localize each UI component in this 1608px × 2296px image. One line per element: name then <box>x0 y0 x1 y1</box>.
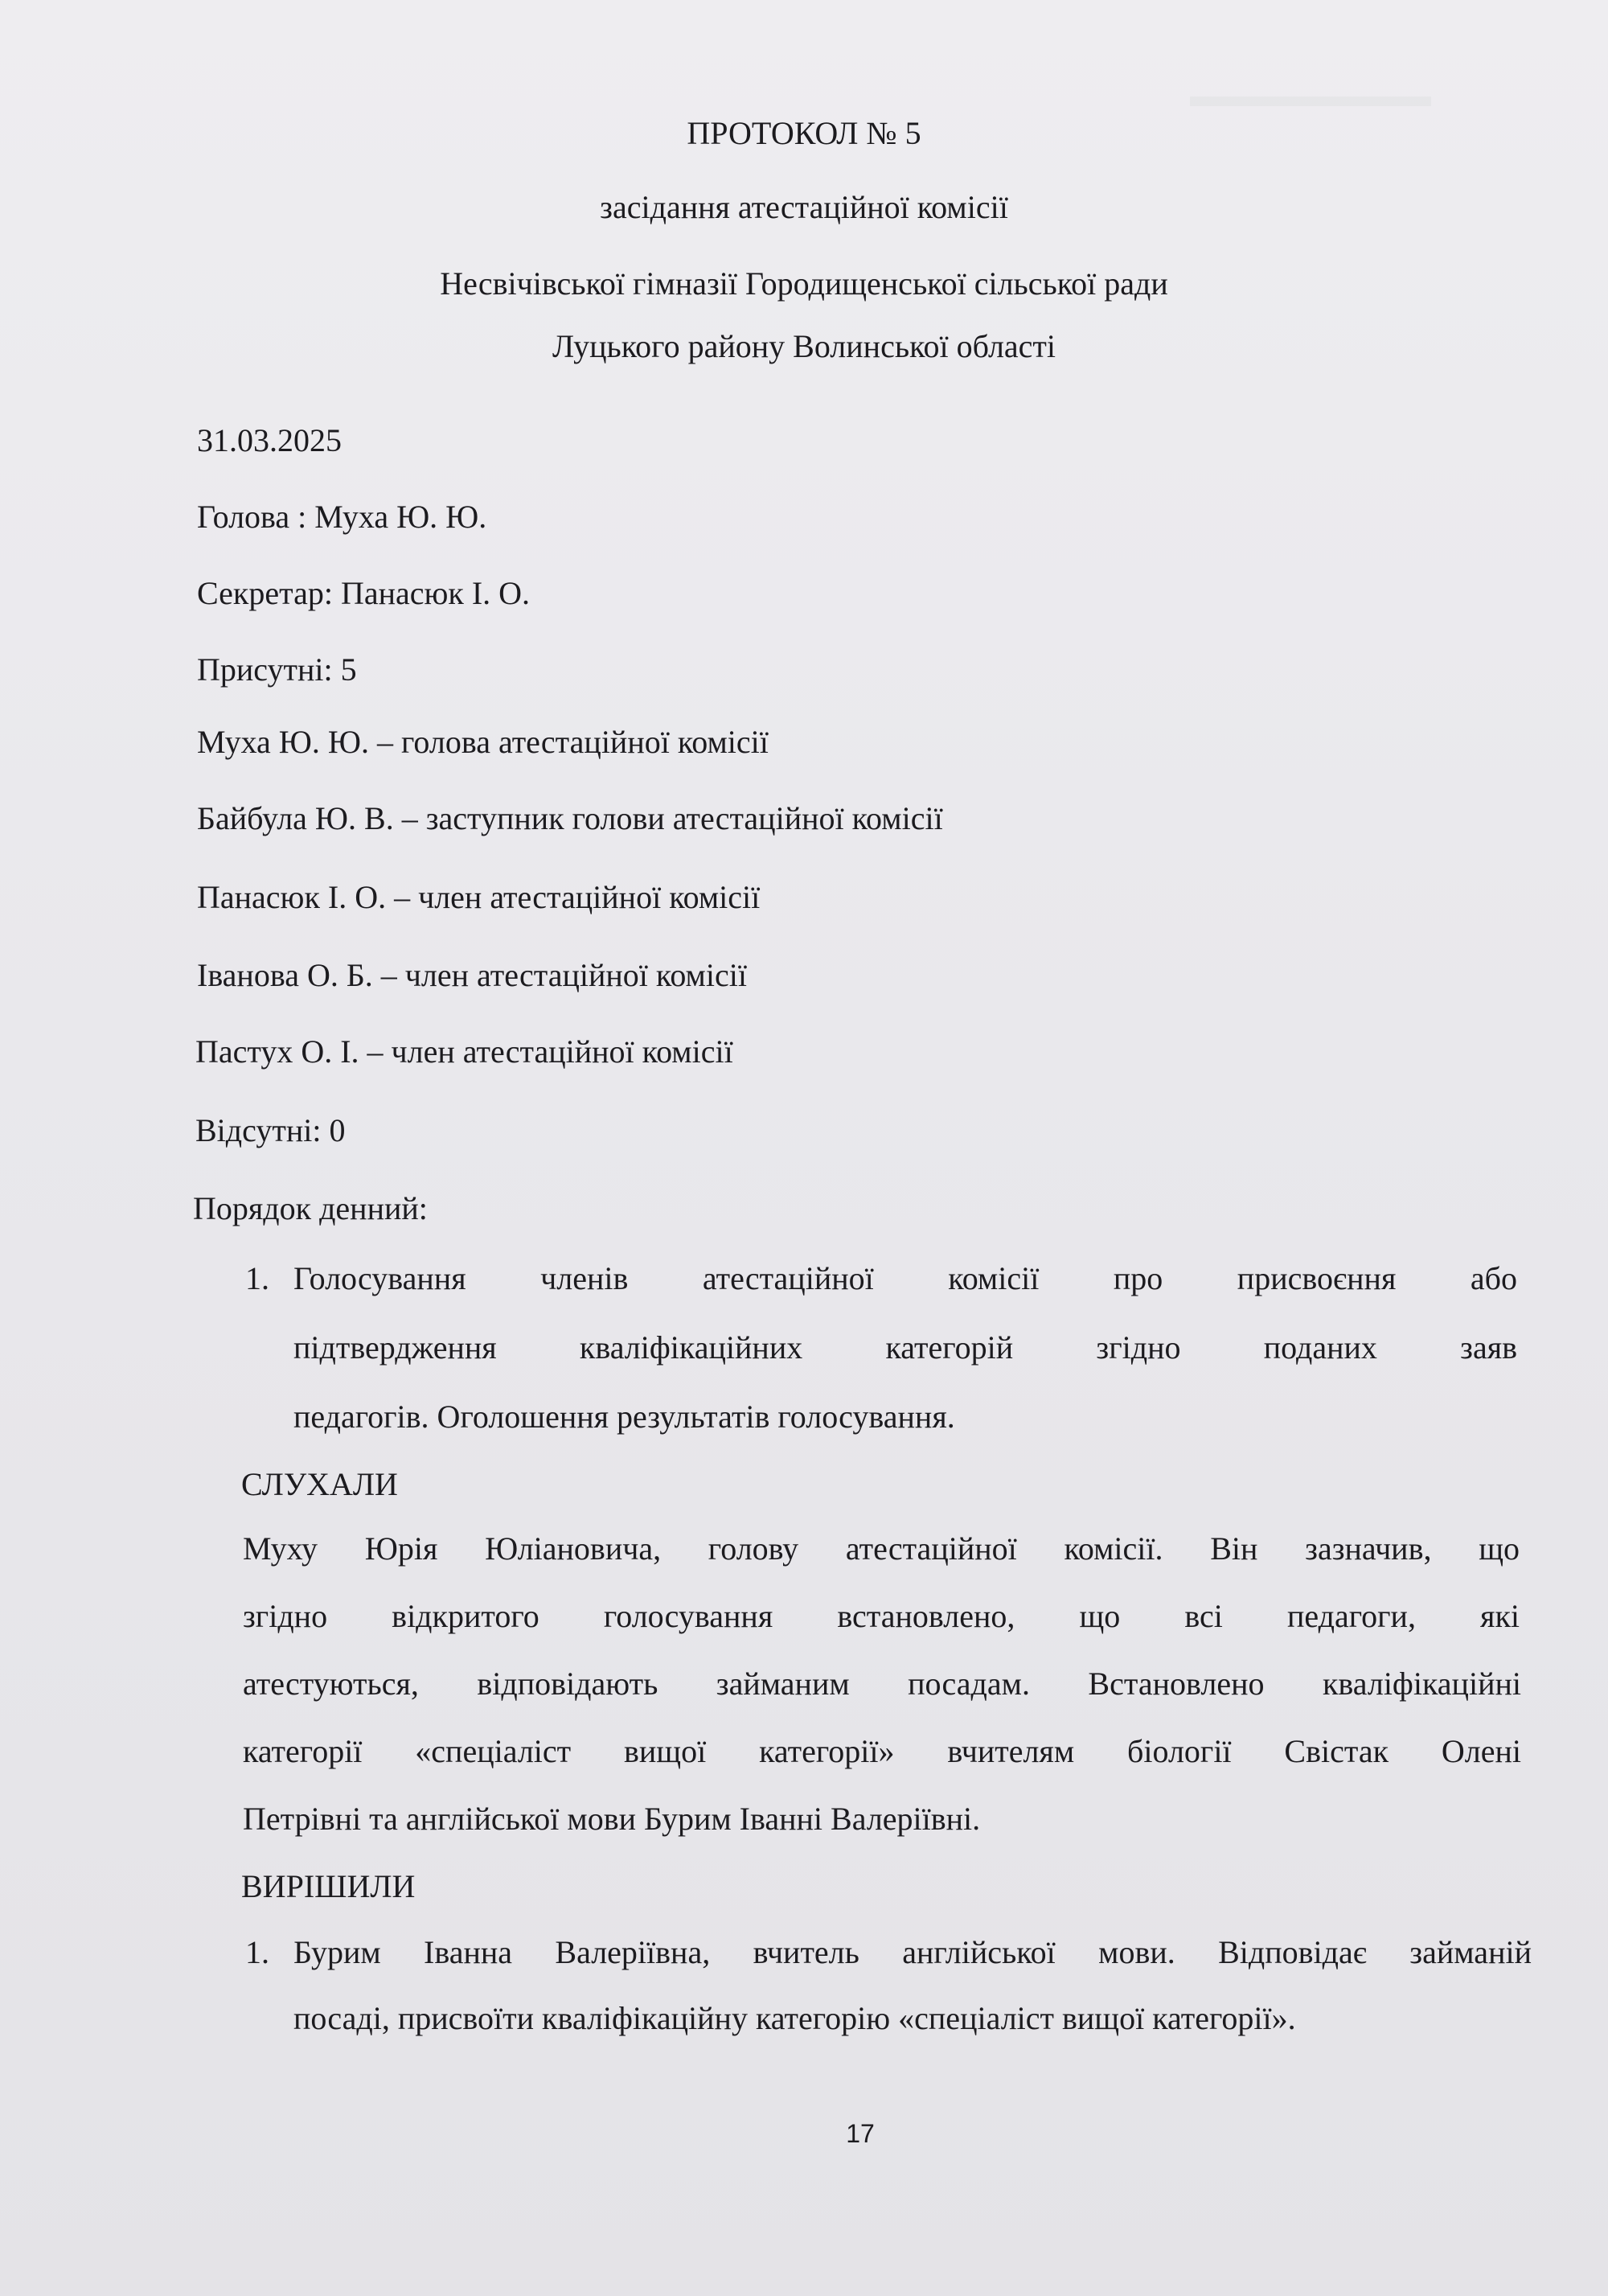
member-line: Муха Ю. Ю. – голова атестаційної комісії <box>197 724 769 760</box>
heard-text-line: категорії «спеціаліст вищої категорії» вчителям біології Свістак Олені <box>243 1733 1521 1769</box>
decided-heading: ВИРІШИЛИ <box>241 1868 416 1904</box>
heard-text-line: Петрівні та англійської мови Бурим Іванні Валеріївні. <box>243 1801 981 1837</box>
meeting-date: 31.03.2025 <box>197 422 342 458</box>
heard-text-line: згідно відкритого голосування встановлено, що всі педагоги, які <box>243 1598 1520 1634</box>
organization-line-2: Луцького району Волинської області <box>552 328 1056 364</box>
agenda-heading: Порядок денний: <box>193 1190 428 1226</box>
member-line: Байбула Ю. В. – заступник голови атестаційної комісії <box>197 800 943 836</box>
heard-heading: СЛУХАЛИ <box>241 1466 398 1502</box>
agenda-item-line: підтвердження кваліфікаційних категорій згідно поданих заяв <box>293 1329 1517 1366</box>
member-line: Іванова О. Б. – член атестаційної комісії <box>197 957 747 993</box>
organization-line-1: Несвічівської гімназії Городищенської сільської ради <box>440 265 1168 302</box>
secretary-line: Секретар: Панасюк І. О. <box>197 575 531 611</box>
agenda-item-line: педагогів. Оголошення результатів голосування. <box>293 1399 955 1435</box>
chair-line: Голова : Муха Ю. Ю. <box>197 499 487 535</box>
protocol-subtitle: засідання атестаційної комісії <box>600 189 1008 225</box>
protocol-title: ПРОТОКОЛ № 5 <box>687 115 921 151</box>
heard-text-line: атестуються, відповідають займаним посадам. Встановлено кваліфікаційні <box>243 1666 1521 1702</box>
decision-item-line: Бурим Іванна Валеріївна, вчитель англійської мови. Відповідає займаній <box>293 1934 1532 1970</box>
decision-item-number: 1. <box>245 1934 269 1970</box>
heard-text-line: Муху Юрія Юліановича, голову атестаційної комісії. Він зазначив, що <box>243 1530 1520 1567</box>
absent-count: Відсутні: 0 <box>195 1112 346 1148</box>
agenda-item-number: 1. <box>245 1260 269 1296</box>
member-line: Панасюк І. О. – член атестаційної комісії <box>197 879 761 915</box>
decision-item-line: посаді, присвоїти кваліфікаційну категорію «спеціаліст вищої категорії». <box>293 2000 1296 2036</box>
present-count: Присутні: 5 <box>197 651 357 688</box>
show-through-shadow <box>1190 97 1431 106</box>
agenda-item-line: Голосування членів атестаційної комісії про присвоєння або <box>293 1260 1517 1296</box>
member-line: Пастух О. І. – член атестаційної комісії <box>195 1033 733 1070</box>
page-number: 17 <box>846 2119 875 2148</box>
